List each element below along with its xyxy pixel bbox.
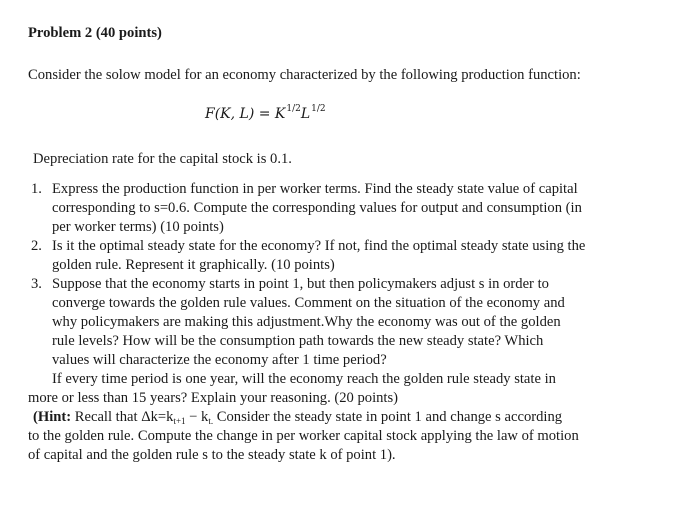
hint-text-a: Recall that Δk=k <box>71 409 174 425</box>
item3-line5: values will characterize the economy after 1 time period? <box>52 352 387 368</box>
intro-text: Consider the solow model for an economy characterized by the following production function: <box>28 67 581 83</box>
formula-exponent-k: 1/2 <box>286 104 301 114</box>
item3-line3: why policymakers are making this adjustment.Why the economy was out of the golden <box>52 314 561 330</box>
depreciation-text: Depreciation rate for the capital stock is 0.1. <box>33 151 292 167</box>
problem-title: Problem 2 (40 points) <box>28 25 162 41</box>
item1-line1: Express the production function in per worker terms. Find the steady state value of capital <box>52 181 578 197</box>
item2-line2: golden rule. Represent it graphically. (10 points) <box>52 257 335 273</box>
item-number-3: 3. <box>31 276 42 292</box>
formula-lhs: F(K, L) = K <box>205 106 286 122</box>
item3-line6: If every time period is one year, will the economy reach the golden rule steady state in <box>52 371 556 387</box>
hint-subscript-t1: t+1 <box>173 416 186 426</box>
hint-label: (Hint: <box>33 409 72 425</box>
item3-line4: rule levels? How will be the consumption path towards the new steady state? Which <box>52 333 544 349</box>
hint-text-b: − k <box>185 409 209 425</box>
item-number-2: 2. <box>31 238 42 254</box>
item3-line7: more or less than 15 years? Explain your reasoning. (20 points) <box>28 390 399 406</box>
item-number-1: 1. <box>31 181 42 197</box>
item3-line2: converge towards the golden rule values. Comment on the situation of the economy and <box>52 295 565 311</box>
item2-line1: Is it the optimal steady state for the economy? If not, find the optimal steady state using the <box>52 238 586 254</box>
item1-line2: corresponding to s=0.6. Compute the corresponding values for output and consumption (in <box>52 200 582 216</box>
hint-text-c: Consider the steady state in point 1 and change s according <box>213 409 563 425</box>
formula-l: L <box>300 106 311 122</box>
hint-line2: to the golden rule. Compute the change in per worker capital stock applying the law of motion <box>28 428 579 444</box>
production-function-formula <box>205 104 326 122</box>
formula-exponent-l: 1/2 <box>311 104 326 114</box>
item1-line3: per worker terms) (10 points) <box>52 219 224 235</box>
hint-subscript-t: t. <box>208 416 214 426</box>
item3-line1: Suppose that the economy starts in point 1, but then policymakers adjust s in order to <box>52 276 549 292</box>
hint-line3: of capital and the golden rule s to the steady state k of point 1). <box>28 447 396 463</box>
